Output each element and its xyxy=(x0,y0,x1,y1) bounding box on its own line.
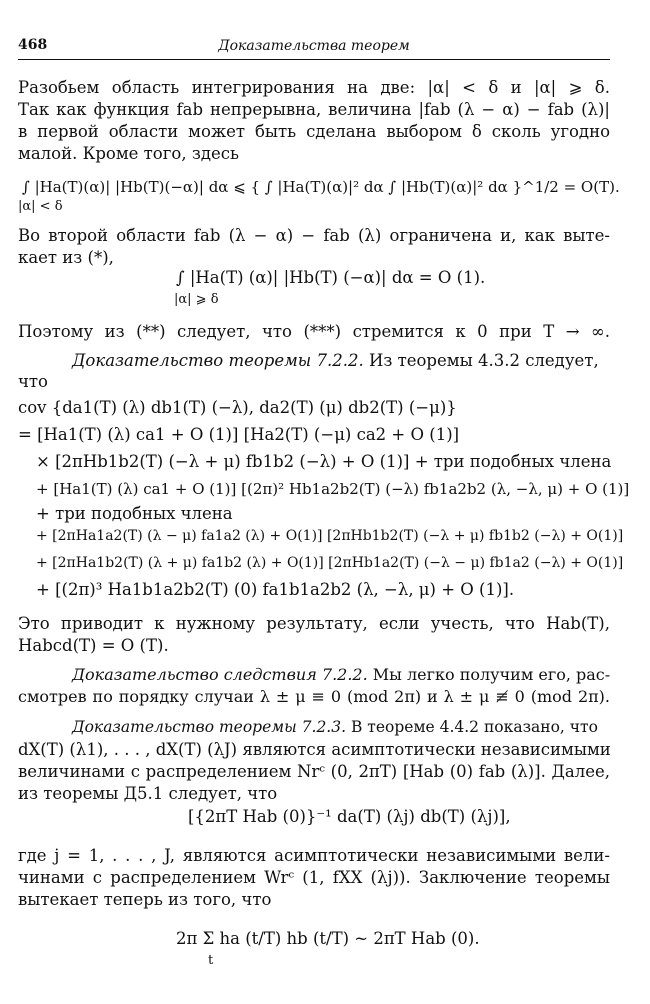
integral-limit: |α| < δ xyxy=(18,199,63,214)
text-line: где j = 1, . . . , J, являются асимптотически независимыми вели- xyxy=(18,846,610,865)
display-formula: 2π Σ ha (t/T) hb (t/T) ~ 2πT Hab (0). xyxy=(176,929,480,948)
proof-heading-line xyxy=(72,716,610,738)
proof-text: Мы легко получим его, рас- xyxy=(367,665,611,684)
text-line: Habcd(T) = O (T). xyxy=(18,636,169,655)
equation-line: cov {da1(T) (λ) db1(T) (−λ), da2(T) (μ) db2(T) (−μ)} xyxy=(18,398,457,417)
text-line: dX(T) (λ1), . . . , dX(T) (λJ) являются асимптотически независимыми xyxy=(18,740,611,759)
text-line: вытекает теперь из того, что xyxy=(18,890,272,909)
text-line: Так как функция fab непрерывна, величина |fab (λ − α) − fab (λ)| xyxy=(18,100,610,119)
text-line: Это приводит к нужному результату, если учесть, что Hab(T), xyxy=(18,614,610,633)
display-formula: [{2πT Hab (0)}⁻¹ da(T) (λj) db(T) (λj)], xyxy=(188,807,511,826)
text-line: Во второй области fab (λ − α) − fab (λ) ограничена и, как выте- xyxy=(18,226,610,245)
proof-text: Из теоремы 4.3.2 следует, xyxy=(363,351,599,370)
text-line: кает из (*), xyxy=(18,248,114,267)
text-line: в первой области может быть сделана выбором δ сколь угодно xyxy=(18,122,610,141)
proof-text: В теореме 4.4.2 показано, что xyxy=(346,718,598,736)
proof-title: Доказательство теоремы 7.2.2. xyxy=(72,351,364,370)
text-line: из теоремы Д5.1 следует, что xyxy=(18,784,278,803)
equation-line: × [2πHb1b2(T) (−λ + μ) fb1b2 (−λ) + O (1)] + три подобных члена xyxy=(36,452,612,471)
display-formula: ∫ |Ha(T)(α)| |Hb(T)(−α)| dα ⩽ { ∫ |Ha(T)(α)|² dα ∫ |Hb(T)(α)|² dα }^1/2 = O(T). xyxy=(22,178,620,196)
equation-line: + [2πHa1a2(T) (λ − μ) fa1a2 (λ) + O(1)] [2πHb1b2(T) (−λ + μ) fb1b2 (−λ) + O(1)] xyxy=(36,528,624,544)
equation-line: + [Ha1(T) (λ) ca1 + O (1)] [(2π)² Hb1a2b2(T) (−λ) fb1a2b2 (λ, −λ, μ) + O (1)] xyxy=(36,480,630,498)
running-header xyxy=(18,37,610,60)
equation-line: + [2πHa1b2(T) (λ + μ) fa1b2 (λ) + O(1)] [2πHb1a2(T) (−λ − μ) fb1a2 (−λ) + O(1)] xyxy=(36,555,624,571)
sum-index: t xyxy=(208,953,214,968)
display-formula: ∫ |Ha(T) (α)| |Hb(T) (−α)| dα = O (1). xyxy=(176,268,486,287)
equation-line: + три подобных члена xyxy=(36,504,233,523)
text-line: чинами с распределением Wrᶜ (1, fXX (λj)). Заключение теоремы xyxy=(18,868,610,887)
page-number: 468 xyxy=(18,37,48,53)
proof-title: Доказательство теоремы 7.2.3. xyxy=(72,718,347,736)
equation-line: + [(2π)³ Ha1b1a2b2(T) (0) fa1b1a2b2 (λ, −λ, μ) + O (1)]. xyxy=(36,580,515,599)
text-line: величинами с распределением Nrᶜ (0, 2πT) [Hab (0) fab (λ)]. Далее, xyxy=(18,762,610,781)
proof-title: Доказательство следствия 7.2.2. xyxy=(72,665,368,684)
integral-limit: |α| ⩾ δ xyxy=(174,292,219,307)
equation-line: = [Ha1(T) (λ) ca1 + O (1)] [Ha2(T) (−μ) ca2 + O (1)] xyxy=(18,425,460,444)
text-line: Поэтому из (**) следует, что (***) стремится к 0 при T → ∞. xyxy=(18,322,610,341)
proof-heading-line xyxy=(72,664,610,686)
proof-heading-line xyxy=(72,350,610,372)
text-line: что xyxy=(18,372,48,391)
text-line: смотрев по порядку случаи λ ± μ ≡ 0 (mod 2π) и λ ± μ ≢ 0 (mod 2π). xyxy=(18,687,610,706)
text-line: малой. Кроме того, здесь xyxy=(18,144,239,163)
running-title: Доказательства теорем xyxy=(218,38,410,54)
text-line: Разобьем область интегрирования на две: |α| < δ и |α| ⩾ δ. xyxy=(18,78,610,97)
